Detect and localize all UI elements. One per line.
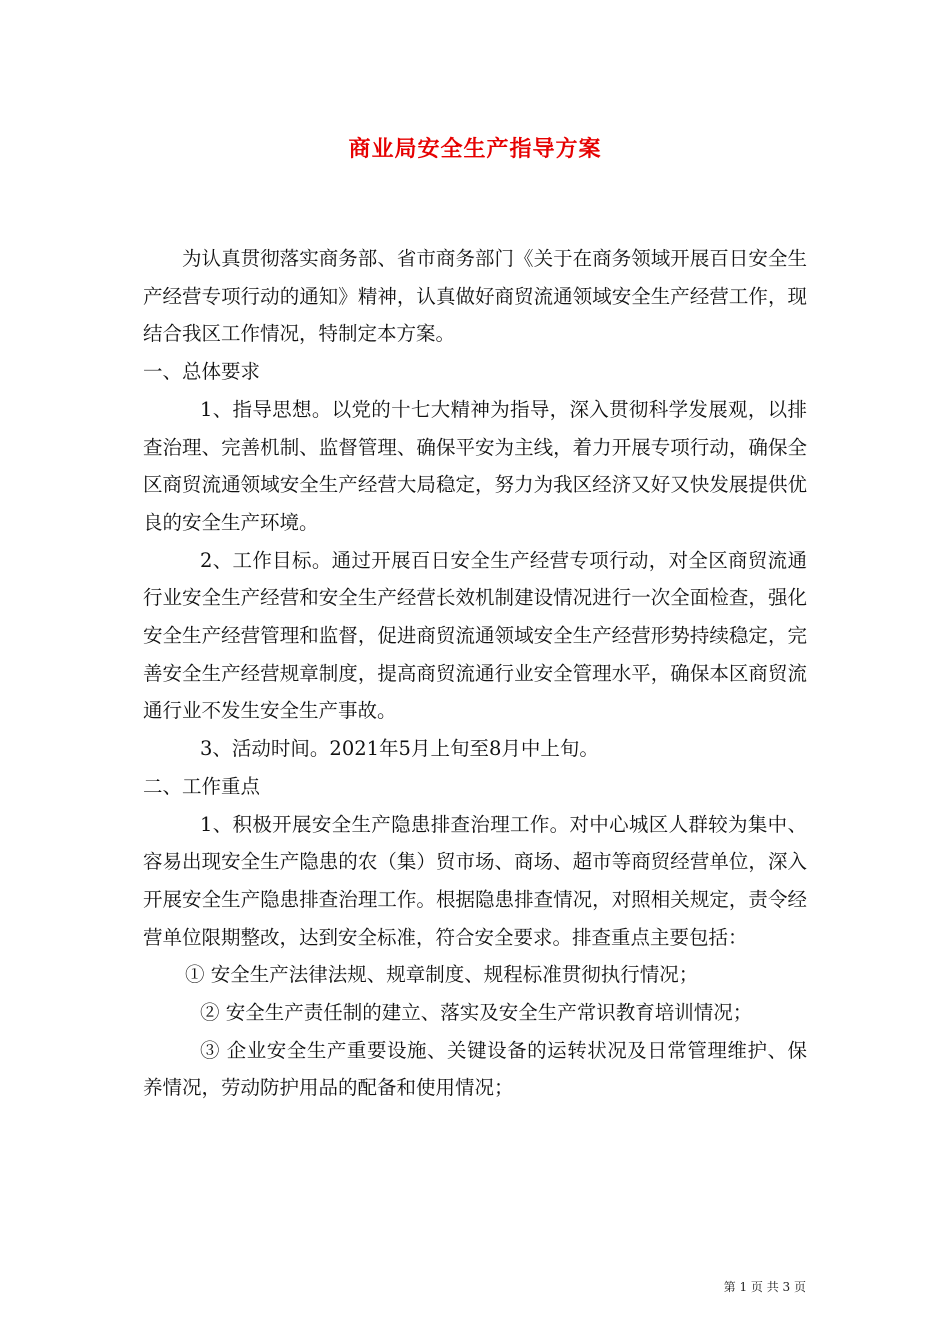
list-item-1: ① 安全生产法律法规、规章制度、规程标准贯彻执行情况； bbox=[185, 963, 699, 987]
list-item-3: ③ 企业安全生产重要设施、关键设备的运转状况及日常管理维护、保养情况，劳动防护用品的配备和使用情况； bbox=[143, 1038, 807, 1100]
document-body bbox=[143, 240, 807, 1107]
paragraph-guiding-ideology: 1、指导思想。以党的十七大精神为指导，深入贯彻科学发展观，以排查治理、完善机制、监督管理、确保平安为主线，着力开展专项行动，确保全区商贸流通领域安全生产经营大局稳定，努力为我区经济又好又快发展提供优良的安全生产环境。 bbox=[143, 397, 807, 534]
intro-paragraph: 为认真贯彻落实商务部、省市商务部门《关于在商务领域开展百日安全生产经营专项行动的通知》精神，认真做好商贸流通领域安全生产经营工作，现结合我区工作情况，特制定本方案。 bbox=[143, 247, 807, 346]
paragraph-work-goals: 2、工作目标。通过开展百日安全生产经营专项行动，对全区商贸流通行业安全生产经营和安全生产经营长效机制建设情况进行一次全面检查，强化安全生产经营管理和监督，促进商贸流通领域安全生产经营形势持续稳定，完善安全生产经营规章制度，提高商贸流通行业安全管理水平，确保本区商贸流通行业不发生安全生产事故。 bbox=[143, 548, 807, 723]
section-heading-work-focus: 二、工作重点 bbox=[143, 774, 261, 798]
list-item-2: ② 安全生产责任制的建立、落实及安全生产常识教育培训情况； bbox=[200, 1001, 753, 1025]
page-number-footer: 第 1 页 共 3 页 bbox=[723, 1280, 806, 1294]
paragraph-hazard-investigation: 1、积极开展安全生产隐患排查治理工作。对中心城区人群较为集中、容易出现安全生产隐患的农（集）贸市场、商场、超市等商贸经营单位，深入开展安全生产隐患排查治理工作。根据隐患排查情况，对照相关规定，责令经营单位限期整改，达到安全标准，符合安全要求。排查重点主要包括： bbox=[143, 812, 807, 949]
paragraph-activity-time: 3、活动时间。2021年5月上旬至8月中上旬。 bbox=[200, 737, 599, 761]
document-title: 商业局安全生产指导方案 bbox=[348, 137, 602, 162]
section-heading-general-requirements: 一、总体要求 bbox=[143, 360, 261, 384]
